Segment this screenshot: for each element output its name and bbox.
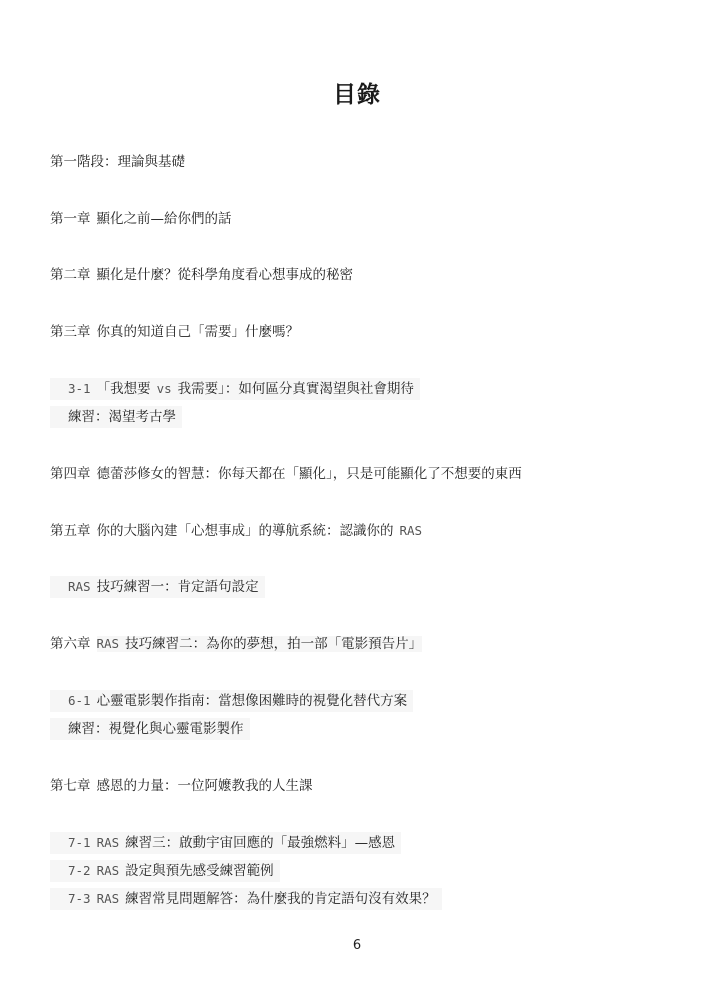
toc-entry-section-3-1[interactable] [50, 378, 420, 400]
toc-entry-text: 感恩的力量：一位阿嬤教我的人生課 [96, 778, 313, 794]
toc-entry-label: 第四章 [50, 466, 91, 482]
toc-entry-text: 你的大腦內建「心想事成」的導航系統：認識你的 [96, 523, 394, 539]
toc-entry-chapter-7[interactable] [50, 775, 313, 797]
toc-entry-label: 第三章 [50, 324, 91, 340]
toc-entry-chapter-3[interactable] [50, 321, 299, 343]
toc-entry-code: 7-2 [68, 863, 91, 878]
toc-entry-text: 技巧練習二：為你的夢想，拍一部「電影預告片」 [125, 636, 423, 652]
toc-entry-code: 3-1 [68, 381, 91, 396]
toc-entry-text: 「我想要 [96, 381, 151, 397]
page-number: 6 [352, 938, 362, 953]
toc-entry-ras-exercise-1[interactable] [50, 576, 265, 598]
toc-entry-text: 練習常見問題解答：為什麼我的肯定語句沒有效果？ [125, 891, 436, 907]
toc-entry-indent-block [50, 406, 182, 428]
toc-entry-chapter-6[interactable] [50, 633, 422, 655]
toc-entry-indent-block [50, 860, 280, 882]
toc-entry-code: RAS [68, 579, 91, 594]
toc-entry-section-7-1[interactable] [50, 832, 401, 854]
toc-entry-indent-block [50, 718, 250, 740]
toc-entry-text: 練習：視覺化與心靈電影製作 [68, 721, 244, 737]
toc-entry-section-7-2[interactable] [50, 860, 280, 882]
toc-entry-code: 7-1 [68, 835, 91, 850]
toc-entry-section-6-1[interactable] [50, 690, 413, 712]
toc-entry-chapter-1[interactable] [50, 208, 232, 230]
toc-entry-indent-block [50, 888, 442, 910]
toc-entry-vs: vs [156, 381, 172, 396]
toc-entry-code: RAS [399, 523, 423, 538]
toc-entry-chapter-2[interactable] [50, 264, 353, 286]
toc-entry-highlight [97, 636, 423, 652]
toc-entry-text: 練習：渴望考古學 [68, 409, 176, 425]
toc-entry-label: 第一階段：理論與基礎 [50, 154, 185, 170]
toc-entry-text: 技巧練習一：肯定語句設定 [96, 579, 259, 595]
toc-entry-code: 7-3 [68, 891, 91, 906]
toc-entry-code: RAS [96, 863, 120, 878]
toc-entry-text: 心靈電影製作指南：當想像困難時的視覺化替代方案 [96, 693, 408, 709]
toc-entry-indent-block [50, 832, 401, 854]
toc-entry-code: RAS [96, 891, 120, 906]
toc-entry-indent-block [50, 690, 413, 712]
page-title: 目錄 [333, 82, 381, 108]
toc-entry-indent-block [50, 378, 420, 400]
toc-entry-stage-1[interactable] [50, 151, 185, 173]
toc-entry-label: 第七章 [50, 778, 91, 794]
toc-entry-exercise-2[interactable] [50, 718, 250, 740]
toc-entry-label: 第二章 [50, 267, 91, 283]
toc-entry-text: 你真的知道自己「需要」什麼嗎？ [96, 324, 299, 340]
toc-entry-text: 我需要」：如何區分真實渴望與社會期待 [177, 381, 414, 397]
toc-entry-label: 第五章 [50, 523, 91, 539]
toc-entry-chapter-5[interactable] [50, 520, 422, 542]
toc-entry-chapter-4[interactable] [50, 463, 522, 485]
toc-entry-text: 顯化是什麼？從科學角度看心想事成的秘密 [96, 267, 353, 283]
toc-entry-code: RAS [96, 835, 120, 850]
toc-entry-indent-block [50, 576, 265, 598]
toc-entry-text: 德蕾莎修女的智慧：你每天都在「顯化」，只是可能顯化了不想要的東西 [96, 466, 522, 482]
toc-entry-label: 第一章 [50, 211, 91, 227]
toc-entry-section-7-3[interactable] [50, 888, 442, 910]
toc-entry-code: RAS [96, 636, 120, 651]
toc-entry-text: 設定與預先感受練習範例 [125, 863, 274, 879]
toc-entry-label: 第六章 [50, 636, 91, 652]
toc-entry-text: 練習三：啟動宇宙回應的「最強燃料」—感恩 [125, 835, 396, 851]
toc-entry-exercise-1[interactable] [50, 406, 182, 428]
toc-entry-code: 6-1 [68, 693, 91, 708]
toc-entry-text: 顯化之前—給你們的話 [96, 211, 232, 227]
